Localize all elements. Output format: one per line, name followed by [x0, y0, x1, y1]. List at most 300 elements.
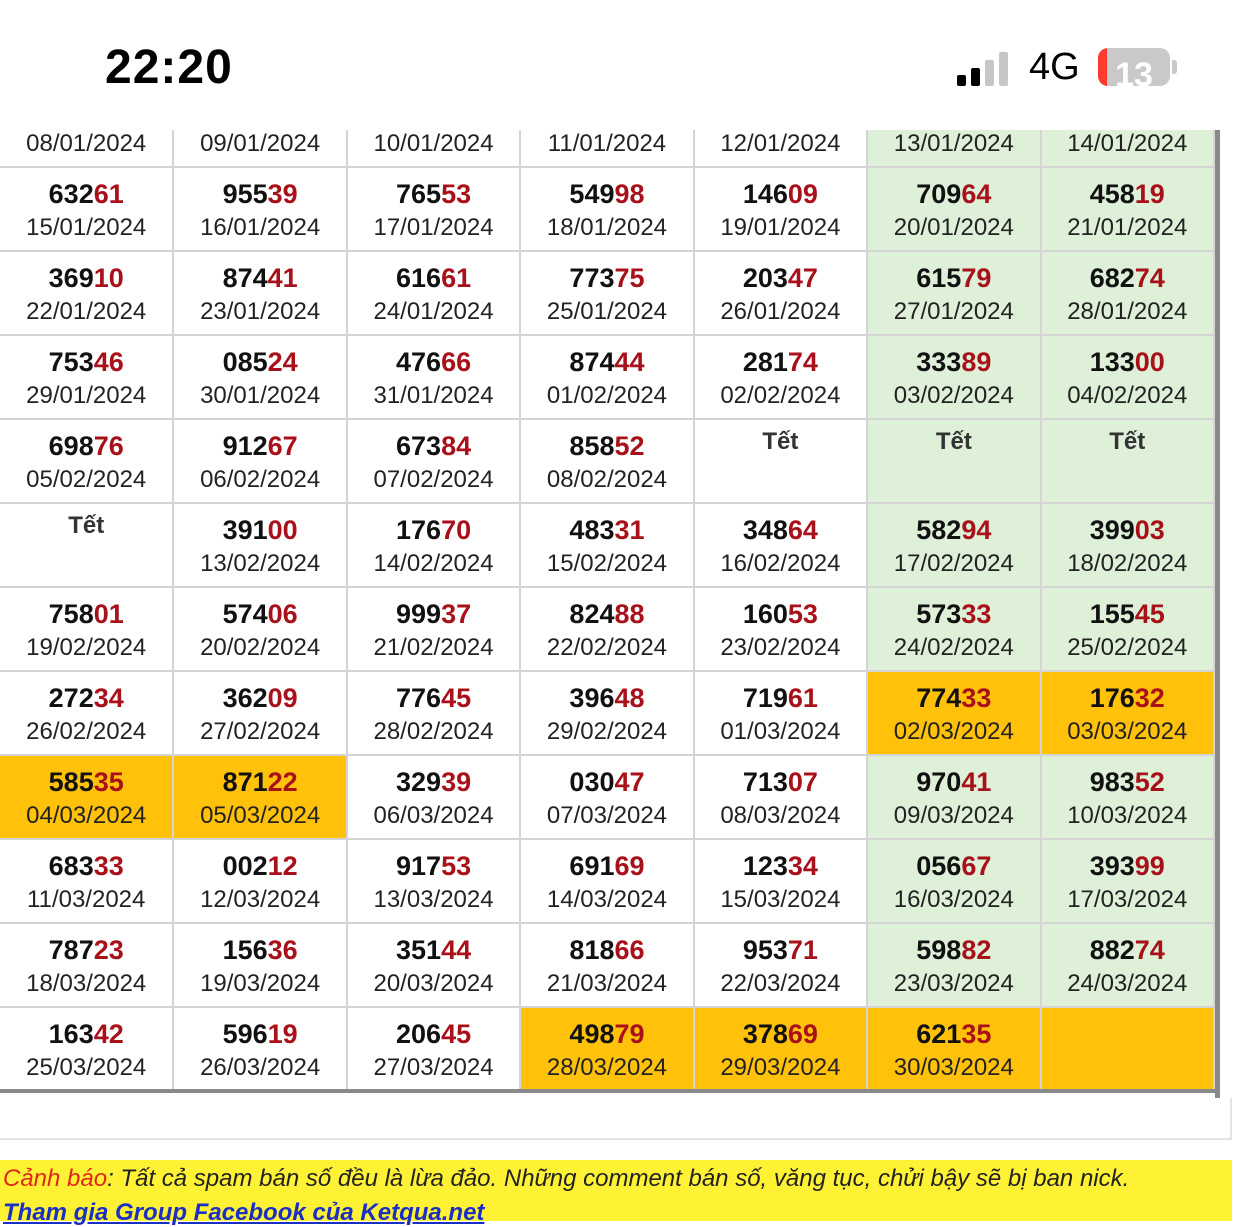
result-date: 27/01/2024	[893, 298, 1014, 325]
number-prefix: 393	[1089, 851, 1135, 881]
result-date: 30/03/2024	[893, 1054, 1014, 1081]
number-suffix: 46	[93, 347, 124, 377]
result-cell	[347, 755, 520, 839]
number-prefix: 399	[1089, 515, 1135, 545]
number-prefix: 030	[569, 767, 615, 797]
result-cell	[0, 251, 173, 335]
number-prefix: 085	[222, 347, 268, 377]
cellular-signal-icon	[957, 50, 1013, 86]
number-prefix: 773	[569, 263, 615, 293]
number-suffix: 23	[93, 935, 124, 965]
result-cell	[694, 587, 867, 671]
number-suffix: 44	[441, 935, 472, 965]
result-date: 31/01/2024	[373, 382, 494, 409]
result-cell	[867, 671, 1040, 755]
result-cell	[1041, 130, 1214, 167]
result-cell	[173, 923, 346, 1007]
result-date: 16/02/2024	[720, 550, 841, 577]
result-date: 24/03/2024	[1067, 970, 1188, 997]
result-number	[348, 850, 519, 882]
number-prefix: 369	[48, 263, 94, 293]
result-cell	[867, 419, 1040, 503]
result-date: 04/03/2024	[26, 802, 147, 829]
result-number	[0, 766, 172, 798]
result-date: 25/02/2024	[1067, 634, 1188, 661]
result-number	[348, 1018, 519, 1050]
result-date: 02/03/2024	[893, 718, 1014, 745]
result-cell	[694, 1007, 867, 1091]
number-prefix: 709	[916, 179, 962, 209]
number-prefix: 476	[396, 347, 442, 377]
network-type: 4G	[1029, 46, 1080, 88]
result-date: 15/02/2024	[546, 550, 668, 577]
table-row	[0, 251, 1214, 335]
number-suffix: 67	[267, 431, 298, 461]
number-prefix: 955	[222, 179, 268, 209]
number-prefix: 598	[916, 935, 962, 965]
result-cell	[694, 839, 867, 923]
number-suffix: 41	[961, 767, 992, 797]
result-number	[521, 346, 692, 378]
number-prefix: 176	[1089, 683, 1135, 713]
number-prefix: 953	[742, 935, 788, 965]
number-suffix: 79	[961, 263, 992, 293]
result-date: 29/02/2024	[546, 718, 668, 745]
number-prefix: 329	[396, 767, 442, 797]
number-prefix: 351	[396, 935, 442, 965]
number-prefix: 858	[569, 431, 615, 461]
number-prefix: 882	[1089, 935, 1135, 965]
result-date: 26/01/2024	[720, 298, 841, 325]
result-date: 15/01/2024	[26, 214, 147, 241]
number-prefix: 871	[222, 767, 268, 797]
result-number	[521, 178, 692, 210]
number-suffix: 98	[614, 179, 645, 209]
result-number	[0, 682, 172, 714]
result-cell	[520, 251, 693, 335]
table-row	[0, 1007, 1214, 1091]
result-date: 15/03/2024	[720, 886, 841, 913]
clock: 22:20	[105, 41, 233, 94]
result-cell	[173, 130, 346, 167]
result-date: 22/03/2024	[720, 970, 841, 997]
results-table	[0, 130, 1215, 1093]
number-suffix: 34	[93, 683, 124, 713]
warning-text	[3, 1165, 1129, 1193]
result-number	[868, 514, 1039, 546]
number-suffix: 41	[267, 263, 298, 293]
result-date: 14/03/2024	[546, 886, 668, 913]
result-number	[0, 430, 172, 462]
result-cell	[867, 503, 1040, 587]
table-row	[0, 503, 1214, 587]
result-number	[174, 430, 345, 462]
divider	[1230, 1098, 1232, 1140]
number-prefix: 787	[48, 935, 94, 965]
number-suffix: 39	[267, 179, 298, 209]
result-cell	[173, 1007, 346, 1091]
result-number	[0, 598, 172, 630]
result-date: 05/02/2024	[26, 466, 147, 493]
number-suffix: 45	[441, 1019, 472, 1049]
table-row	[0, 130, 1214, 167]
result-cell	[173, 671, 346, 755]
result-cell	[867, 755, 1040, 839]
number-prefix: 615	[916, 263, 962, 293]
number-prefix: 776	[396, 683, 442, 713]
result-cell	[867, 839, 1040, 923]
result-cell	[0, 419, 173, 503]
result-date: 12/01/2024	[720, 130, 841, 157]
result-cell	[1041, 419, 1214, 503]
result-cell	[694, 503, 867, 587]
result-number	[521, 430, 692, 462]
result-date: 19/02/2024	[26, 634, 147, 661]
table-row	[0, 671, 1214, 755]
result-cell	[520, 130, 693, 167]
result-number	[868, 934, 1039, 966]
result-cell	[347, 167, 520, 251]
number-prefix: 002	[222, 851, 268, 881]
number-prefix: 123	[742, 851, 788, 881]
result-number	[0, 850, 172, 882]
result-number	[521, 766, 692, 798]
result-cell	[347, 419, 520, 503]
status-bar	[0, 0, 1242, 130]
result-date: 23/02/2024	[720, 634, 841, 661]
result-number	[695, 682, 866, 714]
result-number	[174, 178, 345, 210]
result-date: 24/01/2024	[373, 298, 494, 325]
result-number	[174, 598, 345, 630]
warning-label: Cảnh báo	[3, 1165, 108, 1192]
result-number	[1042, 682, 1213, 714]
number-prefix: 999	[396, 599, 442, 629]
number-suffix: 47	[787, 263, 818, 293]
result-number	[868, 682, 1039, 714]
number-suffix: 64	[961, 179, 992, 209]
result-cell	[0, 587, 173, 671]
warning-message: : Tất cả spam bán số đều là lừa đảo. Những comment bán số, văng tục, chửi bậy sẽ bị ban nick.	[107, 1165, 1130, 1192]
number-prefix: 874	[222, 263, 268, 293]
result-date: 05/03/2024	[200, 802, 321, 829]
result-date: 08/03/2024	[720, 802, 841, 829]
result-date: 21/01/2024	[1067, 214, 1188, 241]
result-date: 11/01/2024	[547, 130, 667, 157]
number-suffix: 09	[267, 683, 298, 713]
result-cell	[173, 335, 346, 419]
result-date: 19/01/2024	[720, 214, 841, 241]
result-date: 21/03/2024	[546, 970, 668, 997]
number-suffix: 53	[787, 599, 818, 629]
number-prefix: 206	[396, 1019, 442, 1049]
number-suffix: 88	[614, 599, 645, 629]
results-calendar[interactable]	[0, 130, 1220, 1098]
result-number	[521, 1018, 692, 1050]
result-date: 27/03/2024	[373, 1054, 494, 1081]
result-cell	[0, 839, 173, 923]
result-cell	[0, 755, 173, 839]
result-cell	[520, 419, 693, 503]
result-date: 01/02/2024	[546, 382, 668, 409]
result-cell	[867, 130, 1040, 167]
result-date: 17/02/2024	[893, 550, 1014, 577]
result-cell	[347, 1007, 520, 1091]
result-number	[0, 346, 172, 378]
result-cell	[0, 335, 173, 419]
number-prefix: 874	[569, 347, 615, 377]
result-date: 03/03/2024	[1067, 718, 1188, 745]
result-date: 26/03/2024	[200, 1054, 321, 1081]
warning-notice	[0, 1160, 1232, 1226]
number-suffix: 31	[614, 515, 645, 545]
number-suffix: 44	[614, 347, 645, 377]
result-number	[521, 682, 692, 714]
result-cell	[1041, 671, 1214, 755]
result-number	[0, 178, 172, 210]
result-cell	[173, 503, 346, 587]
number-suffix: 19	[267, 1019, 298, 1049]
result-number	[348, 766, 519, 798]
result-number	[174, 1018, 345, 1050]
result-cell	[173, 755, 346, 839]
result-number	[868, 346, 1039, 378]
number-suffix: 89	[961, 347, 992, 377]
number-prefix: 281	[742, 347, 788, 377]
number-suffix: 67	[961, 851, 992, 881]
result-number	[174, 766, 345, 798]
result-number	[868, 598, 1039, 630]
number-prefix: 146	[742, 179, 788, 209]
result-cell	[520, 923, 693, 1007]
number-suffix: 03	[1134, 515, 1165, 545]
number-prefix: 396	[569, 683, 615, 713]
result-cell	[1041, 839, 1214, 923]
result-cell	[867, 167, 1040, 251]
number-suffix: 09	[787, 179, 818, 209]
number-prefix: 585	[48, 767, 94, 797]
number-suffix: 12	[267, 851, 298, 881]
number-suffix: 84	[441, 431, 472, 461]
number-prefix: 160	[742, 599, 788, 629]
result-cell	[867, 923, 1040, 1007]
number-suffix: 07	[787, 767, 818, 797]
number-suffix: 24	[267, 347, 298, 377]
number-prefix: 691	[569, 851, 615, 881]
number-suffix: 71	[787, 935, 818, 965]
number-prefix: 574	[222, 599, 268, 629]
result-cell	[694, 419, 867, 503]
result-date: 18/02/2024	[1067, 550, 1188, 577]
result-cell	[0, 671, 173, 755]
result-cell	[1041, 755, 1214, 839]
holiday-label: Tết	[762, 428, 799, 455]
number-prefix: 765	[396, 179, 442, 209]
result-cell	[0, 923, 173, 1007]
number-prefix: 056	[916, 851, 962, 881]
result-number	[174, 682, 345, 714]
result-number	[521, 514, 692, 546]
result-number	[695, 598, 866, 630]
result-number	[1042, 850, 1213, 882]
number-prefix: 362	[222, 683, 268, 713]
number-prefix: 582	[916, 515, 962, 545]
number-prefix: 333	[916, 347, 962, 377]
number-suffix: 35	[961, 1019, 992, 1049]
number-prefix: 133	[1089, 347, 1135, 377]
number-suffix: 33	[961, 599, 992, 629]
result-cell	[347, 251, 520, 335]
result-number	[1042, 598, 1213, 630]
number-suffix: 74	[1134, 263, 1165, 293]
number-prefix: 348	[742, 515, 788, 545]
number-suffix: 45	[441, 683, 472, 713]
result-cell	[520, 671, 693, 755]
result-cell	[347, 587, 520, 671]
result-date: 23/03/2024	[893, 970, 1014, 997]
result-date: 06/02/2024	[200, 466, 321, 493]
result-date: 18/03/2024	[26, 970, 147, 997]
result-date: 13/03/2024	[373, 886, 494, 913]
table-row	[0, 923, 1214, 1007]
result-cell	[347, 335, 520, 419]
result-cell	[1041, 251, 1214, 335]
result-date: 29/01/2024	[26, 382, 147, 409]
result-cell	[520, 1007, 693, 1091]
number-suffix: 66	[614, 935, 645, 965]
result-date: 18/01/2024	[546, 214, 668, 241]
result-cell	[173, 167, 346, 251]
result-number	[348, 430, 519, 462]
table-edge	[1215, 130, 1220, 1098]
result-number	[1042, 346, 1213, 378]
result-number	[868, 1018, 1039, 1050]
number-suffix: 33	[93, 851, 124, 881]
number-prefix: 498	[569, 1019, 615, 1049]
result-number	[521, 934, 692, 966]
result-cell	[1041, 167, 1214, 251]
number-suffix: 52	[614, 431, 645, 461]
result-number	[695, 514, 866, 546]
result-number	[695, 850, 866, 882]
result-number	[0, 262, 172, 294]
result-date: 28/01/2024	[1067, 298, 1188, 325]
table-row	[0, 419, 1214, 503]
result-number	[348, 178, 519, 210]
number-suffix: 76	[93, 431, 124, 461]
result-date: 16/01/2024	[200, 214, 321, 241]
number-suffix: 00	[267, 515, 298, 545]
number-suffix: 99	[1134, 851, 1165, 881]
number-prefix: 912	[222, 431, 268, 461]
result-cell	[0, 503, 173, 587]
result-number	[868, 850, 1039, 882]
holiday-label: Tết	[1109, 428, 1146, 455]
table-row	[0, 167, 1214, 251]
result-number	[695, 262, 866, 294]
result-date: 13/02/2024	[200, 550, 321, 577]
number-suffix: 64	[787, 515, 818, 545]
result-cell	[1041, 1007, 1214, 1091]
result-date: 03/02/2024	[893, 382, 1014, 409]
result-number	[348, 598, 519, 630]
result-date: 09/01/2024	[200, 130, 321, 157]
result-number	[695, 1018, 866, 1050]
number-suffix: 53	[441, 851, 472, 881]
result-cell	[694, 130, 867, 167]
result-cell	[694, 167, 867, 251]
number-suffix: 79	[614, 1019, 645, 1049]
result-number	[348, 934, 519, 966]
number-suffix: 75	[614, 263, 645, 293]
result-number	[174, 850, 345, 882]
number-suffix: 45	[1134, 599, 1165, 629]
result-cell	[347, 130, 520, 167]
table-row	[0, 587, 1214, 671]
result-cell	[694, 755, 867, 839]
result-cell	[867, 251, 1040, 335]
number-prefix: 391	[222, 515, 268, 545]
number-prefix: 683	[48, 851, 94, 881]
result-cell	[1041, 923, 1214, 1007]
number-suffix: 61	[441, 263, 472, 293]
result-date: 04/02/2024	[1067, 382, 1188, 409]
number-prefix: 616	[396, 263, 442, 293]
result-number	[174, 934, 345, 966]
result-cell	[347, 839, 520, 923]
number-suffix: 70	[441, 515, 472, 545]
number-suffix: 32	[1134, 683, 1165, 713]
number-prefix: 719	[742, 683, 788, 713]
result-cell	[173, 839, 346, 923]
result-date: 20/03/2024	[373, 970, 494, 997]
number-suffix: 47	[614, 767, 645, 797]
result-cell	[0, 167, 173, 251]
number-suffix: 53	[441, 179, 472, 209]
result-cell	[520, 503, 693, 587]
result-cell	[0, 1007, 173, 1091]
number-prefix: 272	[48, 683, 94, 713]
number-prefix: 758	[48, 599, 94, 629]
facebook-group-link[interactable]: Tham gia Group Facebook của Ketqua.net	[3, 1199, 485, 1226]
result-number	[1042, 934, 1213, 966]
number-suffix: 66	[441, 347, 472, 377]
result-date: 11/03/2024	[27, 886, 146, 913]
result-cell	[1041, 587, 1214, 671]
result-cell	[867, 1007, 1040, 1091]
number-suffix: 37	[441, 599, 472, 629]
result-cell	[694, 923, 867, 1007]
holiday-label: Tết	[68, 512, 105, 539]
number-suffix: 94	[961, 515, 992, 545]
number-suffix: 74	[787, 347, 818, 377]
result-cell	[173, 587, 346, 671]
battery-level: 13	[1115, 56, 1153, 86]
result-number	[521, 850, 692, 882]
result-date: 20/02/2024	[200, 634, 321, 661]
result-date: 19/03/2024	[200, 970, 321, 997]
result-cell	[520, 335, 693, 419]
result-date: 06/03/2024	[373, 802, 494, 829]
result-date: 12/03/2024	[200, 886, 321, 913]
number-prefix: 163	[48, 1019, 94, 1049]
result-number	[1042, 178, 1213, 210]
number-prefix: 824	[569, 599, 615, 629]
result-date: 30/01/2024	[200, 382, 321, 409]
result-cell	[520, 167, 693, 251]
result-cell	[347, 923, 520, 1007]
holiday-label: Tết	[935, 428, 972, 455]
